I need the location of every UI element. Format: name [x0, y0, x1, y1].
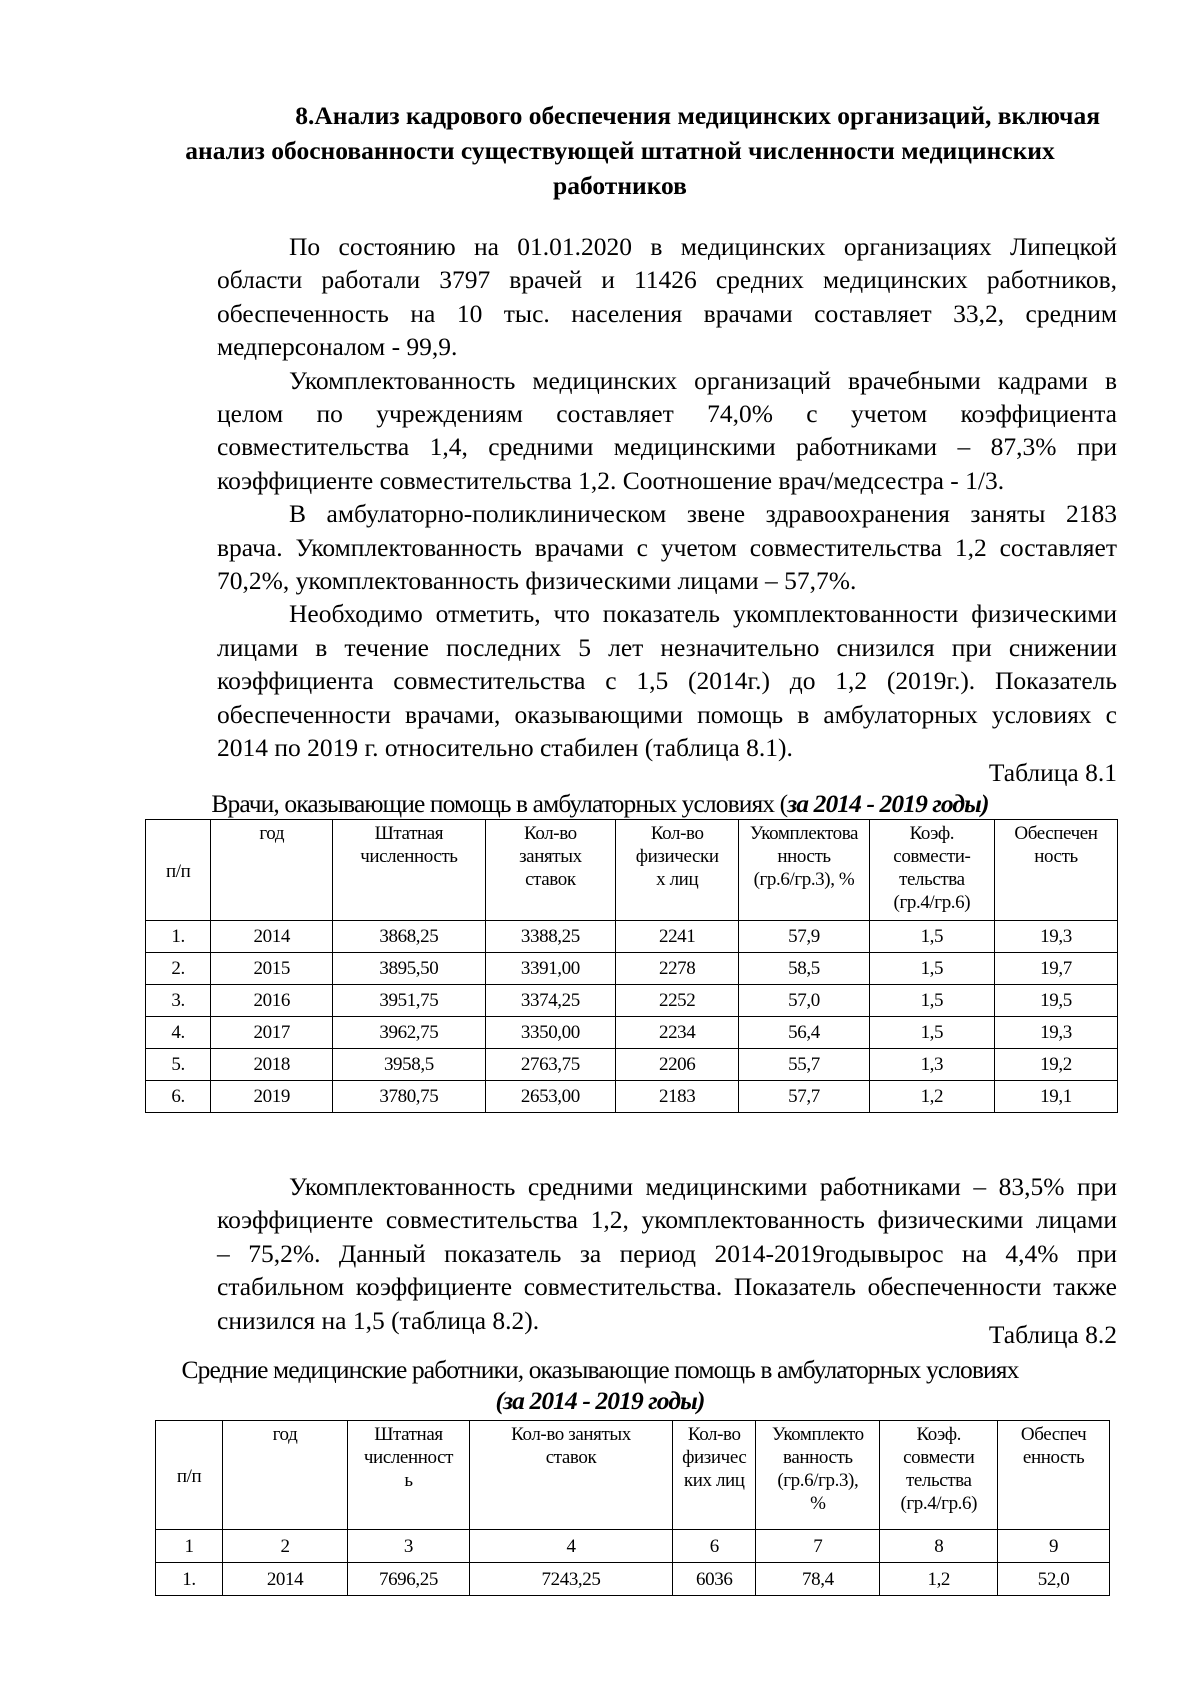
- column-header: [756, 1421, 880, 1530]
- table-row: [146, 1049, 1118, 1081]
- header-line: ких лиц: [683, 1470, 745, 1491]
- table-cell: 19,1: [994, 1081, 1117, 1113]
- text-line: обеспеченности врачами, оказывающими помощь в амбулаторных условиях с: [217, 699, 1117, 729]
- caption-text: Врачи, оказывающие помощь в амбулаторных условиях (: [211, 789, 788, 818]
- header-line: Укомплектова: [749, 823, 859, 844]
- header-line: енность: [1022, 1447, 1085, 1468]
- text-line: Необходимо отметить, что показатель укомплектованности физическими: [289, 599, 1117, 629]
- table-cell: 6.: [146, 1081, 211, 1113]
- header-line: тельства: [905, 1470, 972, 1491]
- column-header: [485, 820, 616, 921]
- caption-period: за 2014 - 2019 годы): [787, 789, 989, 818]
- table-cell: 56,4: [739, 1017, 870, 1049]
- paragraph: [145, 597, 1117, 764]
- table-cell: 7243,25: [469, 1563, 672, 1596]
- table-header: [156, 1421, 1110, 1530]
- table-cell: 3868,25: [333, 921, 485, 953]
- column-header: [673, 1421, 756, 1530]
- header-line: ставок: [525, 869, 576, 890]
- table-cell: 2252: [616, 985, 739, 1017]
- table-cell: 2183: [616, 1081, 739, 1113]
- paragraph: [145, 1170, 1117, 1337]
- column-header: [616, 820, 739, 921]
- table-header: [146, 820, 1118, 921]
- header-line: п/п: [165, 860, 191, 882]
- table-cell: 3388,25: [485, 921, 616, 953]
- paragraph: [145, 230, 1117, 364]
- table-cell: 19,2: [994, 1049, 1117, 1081]
- header-row: [146, 820, 1118, 921]
- middle-text: [145, 1170, 1117, 1337]
- text-line: В амбулаторно-поликлиническом звене здравоохранения заняты 2183: [289, 499, 1117, 529]
- text-line: стабильном коэффициенте совместительства. Показатель обеспеченности также: [217, 1272, 1117, 1302]
- column-header: [223, 1421, 348, 1530]
- table-cell: 2653,00: [485, 1081, 616, 1113]
- header-line: (гр.6/гр.3),: [777, 1470, 859, 1491]
- text-line: области работали 3797 врачей и 11426 средних медицинских работников,: [217, 265, 1117, 295]
- table-cell: 57,0: [739, 985, 870, 1017]
- table-cell: 6: [673, 1530, 756, 1563]
- text-line: коэффициенте совместительства 1,2. Соотношение врач/медсестра - 1/3.: [217, 465, 1005, 495]
- table-cell: 8: [880, 1530, 998, 1563]
- header-line: совмести: [903, 1447, 975, 1468]
- column-header: [739, 820, 870, 921]
- header-line: год: [272, 1424, 298, 1445]
- text-line: совместительства 1,4, средними медицинскими работниками – 87,3% при: [217, 432, 1117, 462]
- table-cell: 1,2: [869, 1081, 994, 1113]
- table-cell: 2: [223, 1530, 348, 1563]
- table-row: [146, 1017, 1118, 1049]
- header-line: ь: [404, 1470, 413, 1491]
- text-line: Укомплектованность средними медицинскими работниками – 83,5% при: [289, 1172, 1117, 1201]
- intro-text: [145, 230, 1117, 765]
- table-cell: 19,5: [994, 985, 1117, 1017]
- text-line: 70,2%, укомплектованность физическими лицами – 57,7%.: [217, 566, 857, 596]
- header-line: Укомплекто: [771, 1424, 864, 1445]
- heading-line: работников: [553, 171, 687, 200]
- table-caption: Средние медицинские работники, оказывающие помощь в амбулаторных условиях: [181, 1355, 1019, 1384]
- header-row: [156, 1421, 1110, 1530]
- table-cell: 2234: [616, 1017, 739, 1049]
- header-line: %: [810, 1493, 826, 1514]
- table-cell: 3962,75: [333, 1017, 485, 1049]
- table-cell: 7: [756, 1530, 880, 1563]
- column-header: [146, 820, 211, 921]
- column-header: [211, 820, 333, 921]
- column-header: [994, 820, 1117, 921]
- table-cell: 3958,5: [333, 1049, 485, 1081]
- table-cell: 2278: [616, 953, 739, 985]
- table-cell: 4: [469, 1530, 672, 1563]
- table-cell: 2014: [223, 1563, 348, 1596]
- header-line: тельства: [899, 869, 965, 890]
- header-line: Штатная: [374, 823, 444, 844]
- table-cell: 1,5: [869, 953, 994, 985]
- table-cell: 2014: [211, 921, 333, 953]
- table-cell: 1,5: [869, 985, 994, 1017]
- table-cell: 58,5: [739, 953, 870, 985]
- text-line: целом по учреждениям составляет 74,0% с учетом коэффициента: [217, 399, 1117, 429]
- table-cell: 1,3: [869, 1049, 994, 1081]
- table-cell: 2019: [211, 1081, 333, 1113]
- nurses-table: [155, 1420, 1110, 1596]
- header-line: п/п: [176, 1465, 202, 1487]
- table-caption: [100, 789, 1100, 819]
- column-header: [333, 820, 485, 921]
- table-caption-period: [100, 1386, 1100, 1416]
- physicians-table: [145, 819, 1118, 1113]
- column-header: [348, 1421, 470, 1530]
- table-cell: 19,3: [994, 1017, 1117, 1049]
- table-cell: 2206: [616, 1049, 739, 1081]
- text-line: лицами в течение последних 5 лет незначительно снизился при снижении: [217, 632, 1117, 662]
- section-heading: [140, 98, 1100, 203]
- header-line: Коэф.: [909, 823, 955, 844]
- table-cell: 4.: [146, 1017, 211, 1049]
- header-line: ванность: [783, 1447, 853, 1468]
- header-line: нность: [777, 846, 831, 867]
- table-cell: 2.: [146, 953, 211, 985]
- table-body: [156, 1530, 1110, 1596]
- header-line: год: [259, 823, 285, 844]
- table-cell: 1.: [146, 921, 211, 953]
- caption-period: (за 2014 - 2019 годы): [495, 1386, 705, 1415]
- heading-line: 8.Анализ кадрового обеспечения медицинских организаций, включая: [295, 101, 1100, 130]
- header-line: Кол-во: [687, 1424, 741, 1445]
- table-cell: 55,7: [739, 1049, 870, 1081]
- table-row: [146, 1081, 1118, 1113]
- table-cell: 3: [348, 1530, 470, 1563]
- table-cell: 1.: [156, 1563, 223, 1596]
- paragraph: [145, 497, 1117, 597]
- header-line: Обеспечен: [1014, 823, 1098, 844]
- column-header: [880, 1421, 998, 1530]
- table-cell: 2763,75: [485, 1049, 616, 1081]
- table-cell: 3350,00: [485, 1017, 616, 1049]
- header-line: Штатная: [374, 1424, 443, 1445]
- table-row: [156, 1563, 1110, 1596]
- text-line: Укомплектованность медицинских организаций врачебными кадрами в: [289, 365, 1117, 395]
- table-row: [146, 921, 1118, 953]
- header-line: ность: [1034, 846, 1078, 867]
- paragraph: [145, 364, 1117, 498]
- column-header: [869, 820, 994, 921]
- header-line: Обеспеч: [1020, 1424, 1087, 1445]
- table-cell: 19,3: [994, 921, 1117, 953]
- text-line: По состоянию на 01.01.2020 в медицинских организациях Липецкой: [289, 232, 1117, 261]
- header-line: занятых: [519, 846, 582, 867]
- table-row: [146, 953, 1118, 985]
- text-line: – 75,2%. Данный показатель за период 2014-2019годывырос на 4,4% при: [217, 1238, 1117, 1268]
- table-row: [146, 985, 1118, 1017]
- column-header: [998, 1421, 1110, 1530]
- table-cell: 2015: [211, 953, 333, 985]
- table-cell: 3391,00: [485, 953, 616, 985]
- table-body: [146, 921, 1118, 1113]
- header-line: физически: [635, 846, 719, 867]
- table-cell: 2018: [211, 1049, 333, 1081]
- table-cell: 52,0: [998, 1563, 1110, 1596]
- numbering-row: [156, 1530, 1110, 1563]
- text-line: обеспеченность на 10 тыс. населения врачами составляет 33,2, средним: [217, 298, 1117, 328]
- table-cell: 57,7: [739, 1081, 870, 1113]
- header-line: Коэф.: [916, 1424, 962, 1445]
- header-line: физичес: [682, 1447, 747, 1468]
- table-label: Таблица 8.1: [988, 758, 1117, 787]
- header-line: (гр.4/гр.6): [900, 1493, 978, 1514]
- text-line: врача. Укомплектованность врачами с учетом совместительства 1,2 составляет: [217, 532, 1117, 562]
- text-line: коэффициенте совместительства 1,2, укомплектованность физическими лицами: [217, 1205, 1117, 1235]
- table-cell: 3780,75: [333, 1081, 485, 1113]
- table-cell: 2241: [616, 921, 739, 953]
- header-line: численност: [363, 1447, 454, 1468]
- table-cell: 1,2: [880, 1563, 998, 1596]
- table-cell: 57,9: [739, 921, 870, 953]
- table-cell: 1,5: [869, 1017, 994, 1049]
- header-line: ставок: [545, 1447, 597, 1468]
- table-cell: 3.: [146, 985, 211, 1017]
- table-cell: 2017: [211, 1017, 333, 1049]
- text-line: медперсоналом - 99,9.: [217, 332, 458, 362]
- table-cell: 1: [156, 1530, 223, 1563]
- header-line: (гр.6/гр.3), %: [753, 869, 855, 890]
- table-cell: 2016: [211, 985, 333, 1017]
- column-header: [156, 1421, 223, 1530]
- table-cell: 78,4: [756, 1563, 880, 1596]
- text-line: 2014 по 2019 г. относительно стабилен (таблица 8.1).: [217, 733, 793, 763]
- table-cell: 3951,75: [333, 985, 485, 1017]
- table-cell: 5.: [146, 1049, 211, 1081]
- table-cell: 1,5: [869, 921, 994, 953]
- table-cell: 9: [998, 1530, 1110, 1563]
- table-cell: 3895,50: [333, 953, 485, 985]
- header-line: Кол-во занятых: [511, 1424, 631, 1445]
- table-cell: 7696,25: [348, 1563, 470, 1596]
- table-label: Таблица 8.2: [988, 1320, 1117, 1349]
- header-line: х лиц: [656, 869, 699, 890]
- header-line: (гр.4/гр.6): [893, 892, 971, 913]
- header-line: Кол-во: [524, 823, 577, 844]
- header-line: Кол-во: [650, 823, 704, 844]
- table-cell: 6036: [673, 1563, 756, 1596]
- text-line: снизился на 1,5 (таблица 8.2).: [217, 1305, 540, 1335]
- column-header: [469, 1421, 672, 1530]
- header-line: численность: [360, 846, 458, 867]
- table-cell: 19,7: [994, 953, 1117, 985]
- heading-line: анализ обоснованности существующей штатной численности медицинских: [185, 136, 1055, 165]
- table-cell: 3374,25: [485, 985, 616, 1017]
- header-line: совмести-: [893, 846, 971, 867]
- text-line: коэффициента совместительства с 1,5 (2014г.) до 1,2 (2019г.). Показатель: [217, 666, 1117, 696]
